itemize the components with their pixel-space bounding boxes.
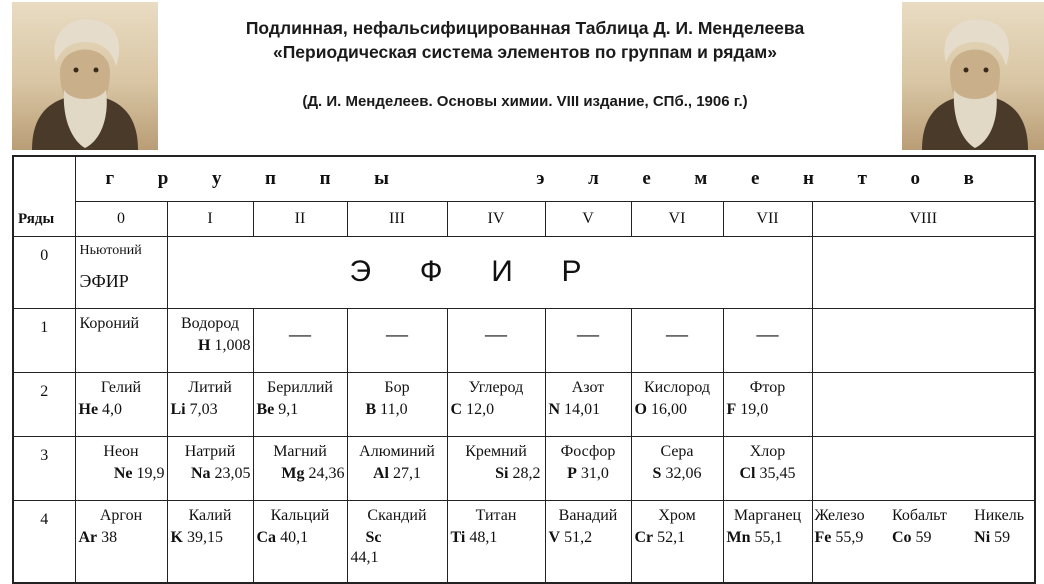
element-symbol: Mn: [726, 529, 751, 546]
group-number: II: [253, 202, 347, 237]
element-symbol: Co: [891, 529, 912, 546]
element-name: Хром: [658, 507, 696, 524]
dash: —: [485, 321, 507, 346]
ether-letter: Р: [561, 255, 582, 288]
element-symbol: H: [198, 337, 211, 354]
element-name: Фтор: [749, 379, 786, 396]
element-symbol: O: [634, 401, 647, 418]
heading-letter: п: [265, 168, 276, 189]
element-name: Калий: [188, 507, 232, 524]
element-cell: [75, 501, 167, 583]
dash: —: [386, 321, 408, 346]
element-name: Ньютоний: [79, 243, 142, 258]
element-symbol: F: [726, 401, 737, 418]
rows-label: Ряды: [13, 156, 75, 237]
atomic-weight: 55,1: [754, 529, 783, 546]
table-row: [13, 501, 1035, 583]
atomic-weight: 4,0: [102, 401, 123, 418]
element-symbol: V: [548, 529, 561, 546]
atomic-weight: 51,2: [564, 529, 593, 546]
atomic-weight: 55,9: [835, 529, 864, 546]
element-name: Марганец: [733, 507, 802, 524]
element-cell: [545, 373, 631, 437]
atomic-weight: 32,06: [665, 465, 702, 482]
element-symbol: Mg: [281, 465, 305, 482]
table-row: [13, 309, 1035, 373]
mendeleev-portrait-right: [902, 2, 1044, 150]
element-symbol: P: [567, 465, 577, 482]
element-symbol: Sc: [365, 529, 382, 546]
heading-letter: е: [642, 168, 651, 189]
atomic-weight: 12,0: [466, 401, 495, 418]
groups-heading: [75, 156, 1035, 202]
atomic-weight: 19,0: [740, 401, 769, 418]
element-cell: [167, 437, 253, 501]
element-name: Литий: [188, 379, 232, 396]
element-symbol: Al: [373, 465, 389, 482]
element-name: Кислород: [644, 379, 710, 396]
empty-group-cell: [253, 309, 347, 373]
atomic-weight: 28,2: [512, 465, 541, 482]
element-cell: [347, 437, 447, 501]
heading-letter: г: [105, 168, 115, 189]
element-symbol: B: [365, 401, 377, 418]
element-symbol: Fe: [814, 529, 832, 546]
atomic-weight: 35,45: [759, 465, 796, 482]
element-name: Кобальт: [891, 507, 947, 524]
element-symbol: Li: [170, 401, 186, 418]
heading-letter: у: [211, 168, 222, 189]
group-number: VII: [723, 202, 812, 237]
element-cell: [347, 501, 447, 583]
empty-group-cell: [723, 309, 812, 373]
element-name: Натрий: [184, 443, 236, 460]
heading-letter: т: [857, 168, 867, 189]
atomic-weight: 44,1: [350, 549, 379, 566]
heading-letter: е: [750, 168, 760, 189]
periodic-table: [12, 155, 1036, 584]
element-name: Водород: [180, 315, 240, 332]
element-symbol: K: [170, 529, 183, 546]
portrait-icon: [902, 2, 1044, 150]
empty-group-cell: [545, 309, 631, 373]
element-symbol: Ti: [450, 529, 466, 546]
element-name: Алюминий: [359, 443, 435, 460]
element-cell: [75, 309, 167, 373]
heading-letter: м: [694, 168, 708, 189]
element-name: Углерод: [468, 379, 524, 396]
row-number: 1: [13, 309, 75, 373]
element-name: Фосфор: [560, 443, 616, 460]
dash: —: [577, 321, 599, 346]
empty-cell: [812, 437, 1035, 501]
element-cell: [723, 501, 812, 583]
ether-letter: Э: [349, 255, 372, 288]
element-name: Кремний: [465, 443, 527, 460]
element-cell: [167, 373, 253, 437]
atomic-weight: 59: [915, 529, 932, 546]
element-cell: [347, 373, 447, 437]
atomic-weight: 27,1: [393, 465, 421, 482]
title-line-1: Подлинная, нефальсифицированная Таблица Д. И. Менделеева: [245, 18, 805, 38]
element-symbol: N: [548, 401, 561, 418]
row-number: 4: [13, 501, 75, 583]
element-name: Неон: [103, 443, 139, 460]
atomic-weight: 19,9: [136, 465, 165, 482]
element-name: Скандий: [367, 507, 427, 524]
element-symbol: Be: [256, 401, 275, 418]
element-symbol: Cl: [739, 465, 756, 482]
heading-letter: л: [588, 168, 599, 189]
element-cell: [167, 309, 253, 373]
element-cell-newtonium: [75, 237, 167, 309]
element-cell-cobalt: [892, 507, 947, 547]
group-number: I: [167, 202, 253, 237]
dash: —: [666, 321, 688, 346]
element-symbol: Na: [190, 465, 211, 482]
heading-letter: в: [963, 168, 974, 189]
heading-letter: о: [910, 168, 921, 189]
element-symbol: Cr: [634, 529, 654, 546]
atomic-weight: 48,1: [469, 529, 498, 546]
element-symbol: Ne: [113, 465, 133, 482]
element-symbol: ЭФИР: [79, 271, 129, 291]
element-name: Гелий: [100, 379, 142, 396]
heading-letter: ы: [374, 168, 390, 189]
element-name: Железо: [814, 507, 865, 524]
ether-letter: Ф: [419, 255, 443, 288]
atomic-weight: 9,1: [278, 401, 299, 418]
element-symbol: C: [450, 401, 463, 418]
element-name: Кальций: [270, 507, 330, 524]
heading-letter: э: [536, 168, 545, 189]
element-cell: [75, 373, 167, 437]
groups-heading-row: [13, 156, 1035, 202]
element-cell-nickel: [974, 507, 1024, 547]
element-name: Никель: [974, 507, 1025, 524]
group-number: VI: [631, 202, 723, 237]
atomic-weight: 52,1: [657, 529, 686, 546]
element-name: Аргон: [99, 507, 143, 524]
element-cell: [545, 501, 631, 583]
table-row: [13, 237, 1035, 309]
ether-cell: [167, 237, 812, 309]
empty-cell: [812, 373, 1035, 437]
element-cell: [447, 373, 545, 437]
row-number: 0: [13, 237, 75, 309]
table-row: [13, 437, 1035, 501]
element-cell: [631, 373, 723, 437]
heading-letter: р: [157, 168, 169, 189]
element-cell: [447, 501, 545, 583]
element-cell: [253, 501, 347, 583]
atomic-weight: 24,36: [308, 465, 345, 482]
element-cell: [253, 373, 347, 437]
atomic-weight: 59: [994, 529, 1011, 546]
group-viii-cell: [812, 501, 1035, 583]
atomic-weight: 23,05: [214, 465, 251, 482]
title-line-2: «Периодическая система элементов по группам и рядам»: [273, 42, 777, 62]
group-number: IV: [447, 202, 545, 237]
atomic-weight: 38: [101, 529, 118, 546]
empty-group-cell: [347, 309, 447, 373]
portrait-icon: [12, 2, 158, 150]
ether-letter: И: [491, 255, 513, 288]
element-name: Азот: [571, 379, 605, 396]
atomic-weight: 1,008: [214, 337, 251, 354]
atomic-weight: 39,15: [186, 529, 223, 546]
atomic-weight: 16,00: [650, 401, 687, 418]
element-symbol: Ar: [78, 529, 98, 546]
group-number: 0: [75, 202, 167, 237]
element-name: Хлор: [749, 443, 786, 460]
atomic-weight: 40,1: [280, 529, 309, 546]
element-cell: [723, 373, 812, 437]
element-cell: [545, 437, 631, 501]
atomic-weight: 7,03: [189, 401, 218, 418]
element-name: Ванадий: [558, 507, 618, 524]
element-cell: [723, 437, 812, 501]
element-cell: [75, 437, 167, 501]
element-name: Короний: [79, 315, 140, 332]
element-cell: [631, 437, 723, 501]
dash: —: [756, 321, 779, 346]
source-citation: (Д. И. Менделеев. Основы химии. VIII издание, СПб., 1906 г.): [302, 93, 748, 110]
atomic-weight: 31,0: [580, 465, 609, 482]
mendeleev-portrait-left: [12, 2, 158, 150]
row-number: 3: [13, 437, 75, 501]
element-cell: [447, 437, 545, 501]
element-name: Бериллий: [267, 379, 333, 396]
empty-cell: [812, 237, 1035, 309]
row-number: 2: [13, 373, 75, 437]
element-cell: [253, 437, 347, 501]
element-cell-iron: [815, 507, 865, 547]
element-symbol: Ni: [974, 529, 991, 546]
element-name: Магний: [273, 443, 327, 460]
element-symbol: He: [78, 401, 99, 418]
atomic-weight: 11,0: [380, 401, 408, 418]
element-name: Титан: [475, 507, 517, 524]
element-name: Бор: [384, 379, 410, 396]
element-symbol: Ca: [256, 529, 277, 546]
element-cell: [631, 501, 723, 583]
group-number: V: [545, 202, 631, 237]
table-row: [13, 373, 1035, 437]
group-number: VIII: [812, 202, 1035, 237]
heading-letter: н: [803, 168, 814, 189]
group-number: III: [347, 202, 447, 237]
heading-letter: п: [319, 168, 331, 189]
group-numbers-row: [13, 202, 1035, 237]
dash: —: [289, 321, 311, 346]
empty-group-cell: [447, 309, 545, 373]
empty-group-cell: [631, 309, 723, 373]
element-symbol: Si: [495, 465, 509, 482]
element-symbol: S: [652, 465, 662, 482]
element-name: Сера: [660, 443, 694, 460]
document-header: [160, 0, 890, 150]
empty-cell: [812, 309, 1035, 373]
atomic-weight: 14,01: [564, 401, 601, 418]
element-cell: [167, 501, 253, 583]
